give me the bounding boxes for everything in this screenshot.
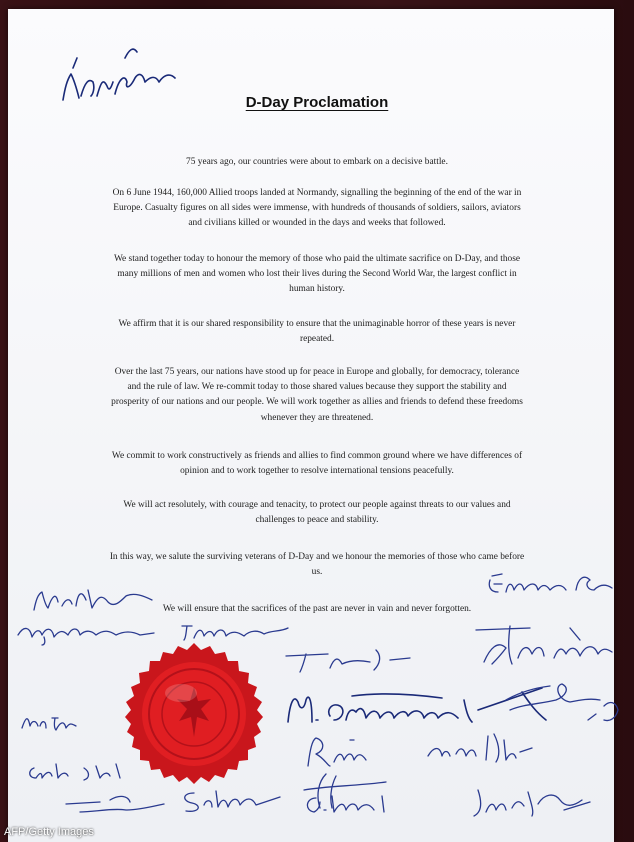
- signature-center-5: [298, 790, 398, 820]
- signature-center-1: [280, 640, 420, 676]
- paragraph-1: 75 years ago, our countries were about to embark on a decisive battle.: [186, 157, 448, 167]
- paragraph-8: In this way, we salute the surviving veterans of D-Day and we honour the memories of those who came before us.: [109, 552, 525, 578]
- paragraph-9: We will ensure that the sacrifices of the past are never in vain and never forgotten.: [162, 604, 472, 614]
- signature-left-4: [18, 710, 78, 736]
- paragraph-7: We will act resolutely, with courage and tenacity, to protect our people against threats to our values and challenges to peace and stability.: [123, 500, 511, 526]
- signature-right-3: [500, 670, 625, 726]
- paragraph-5: Over the last 75 years, our nations have stood up for peace in Europe and globally, for democracy, tolerance and the rule of law. We re-commit today to those shared values because they support the stability and prosperity of our nations and our people. We will work together as allies and friends to defend these freedoms whenever they are threatened.: [111, 367, 523, 423]
- signature-right-1: [480, 566, 620, 602]
- red-wax-seal: [121, 641, 267, 787]
- document-title: D-Day Proclamation: [245, 94, 389, 111]
- paragraph-4: We affirm that it is our shared responsibility to ensure that the unimaginable horror of these years is never repeated.: [118, 319, 516, 345]
- signature-top-left: [55, 38, 185, 108]
- paragraph-2: On 6 June 1944, 160,000 Allied troops landed at Normandy, signalling the beginning of the end of the war in Europe. Casualty figures on all sides were immense, with hundreds of thousands of soldiers, sailors, aviators and civilians killed or wounded in the days and weeks that followed.: [112, 188, 522, 229]
- signature-center-3: [300, 732, 380, 772]
- signature-left-7: [176, 785, 286, 815]
- signature-left-6: [60, 790, 170, 820]
- photo-credit: AFP/Getty Images: [4, 826, 94, 838]
- paragraph-3: We stand together today to honour the memory of those who paid the ultimate sacrifice on D-Day, and those many millions of men and women who lost their lives during the Second World War, the largest conflict in human history.: [113, 254, 521, 295]
- signature-right-5: [468, 782, 598, 822]
- paragraph-6: We commit to work constructively as friends and allies to find common ground where we have differences of opinion and to work together to resolve international tensions peacefully.: [111, 451, 523, 477]
- signature-left-5: [24, 758, 129, 784]
- signature-right-2: [470, 618, 620, 670]
- signature-left-1: [28, 582, 158, 616]
- signature-right-4: [420, 726, 540, 772]
